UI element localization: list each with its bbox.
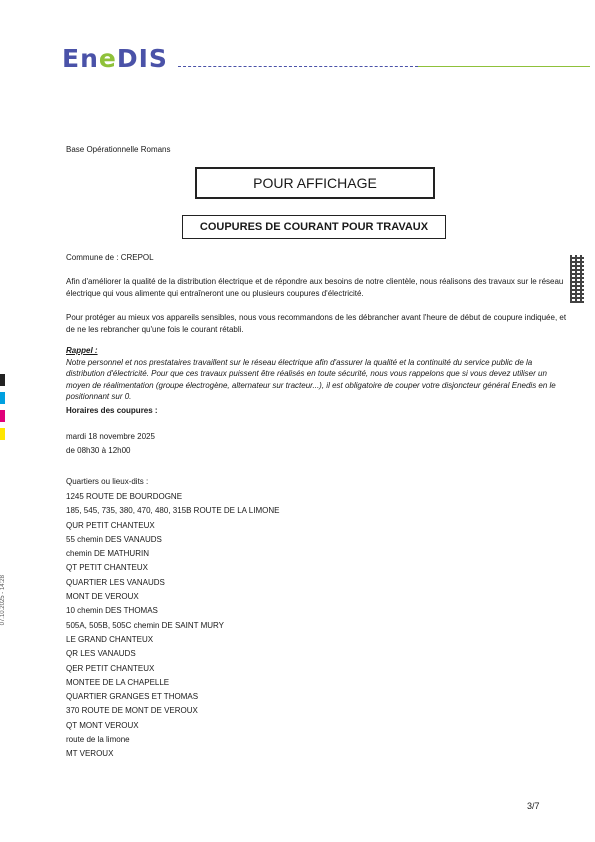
list-item: 185, 545, 735, 380, 470, 480, 315B ROUTE DE LA LIMONE [66, 506, 280, 516]
list-item: MONT DE VEROUX [66, 592, 139, 602]
list-item: QER PETIT CHANTEUX [66, 663, 155, 673]
yellow-mark [0, 428, 5, 440]
header-rule-blue [178, 66, 418, 67]
base-label: Base Opérationnelle Romans [66, 145, 171, 154]
enedis-logo: EneDIS [62, 44, 168, 73]
list-item: QUR PETIT CHANTEUX [66, 520, 155, 530]
list-item: LE GRAND CHANTEUX [66, 634, 154, 644]
list-item: 55 chemin DES VANAUDS [66, 534, 162, 544]
page-number: 3/7 [527, 801, 540, 811]
page-title: POUR AFFICHAGE [195, 167, 435, 199]
commune-label: Commune de : CREPOL [66, 253, 154, 262]
outage-date: mardi 18 novembre 2025 [66, 432, 155, 441]
list-item: QUARTIER LES VANAUDS [66, 577, 165, 587]
scan-timestamp: 07.10.2025 - 14:28 [0, 575, 6, 626]
print-color-marks [0, 374, 5, 446]
list-item: QUARTIER GRANGES ET THOMAS [66, 692, 199, 702]
magenta-mark [0, 410, 5, 422]
qr-code [570, 255, 584, 303]
list-item: QT MONT VEROUX [66, 720, 139, 730]
outage-time: de 08h30 à 12h00 [66, 446, 131, 455]
list-item: chemin DE MATHURIN [66, 549, 149, 559]
quartiers-label: Quartiers ou lieux-dits : [66, 477, 149, 486]
horaires-label: Horaires des coupures : [66, 406, 158, 415]
rappel-text: Notre personnel et nos prestataires travaillent sur le réseau électrique afin d'assurer la qualité et la continuité du service public de la distribution d'électricité. Pour que ces travaux puissent être réalisés en toute sécurité, nous vous rappelons que si vous devez utiliser un moyen de réalimentation (groupe électrogène, alternateur sur tracteur...), il est obligatoire de couper votre disjoncteur général Enedis en le positionnant sur 0. [66, 357, 556, 401]
list-item: MONTEE DE LA CHAPELLE [66, 677, 170, 687]
cyan-mark [0, 392, 5, 404]
list-item: 10 chemin DES THOMAS [66, 606, 158, 616]
page-subtitle: COUPURES DE COURANT POUR TRAVAUX [182, 215, 446, 239]
list-item: QT PETIT CHANTEUX [66, 563, 148, 573]
list-item: MT VEROUX [66, 749, 114, 759]
intro-paragraph: Afin d'améliorer la qualité de la distribution électrique et de répondre aux besoins de notre clientèle, nous réalisons des travaux sur le réseau électrique qui vous alimente qui entraîneront une ou plusieurs coupures d'électricité. [66, 277, 564, 298]
list-item: QR LES VANAUDS [66, 649, 136, 659]
list-item: route de la limone [66, 735, 130, 745]
rappel-paragraph [66, 345, 556, 403]
protect-paragraph: Pour protéger au mieux vos appareils sensibles, nous vous recommandons de les débrancher avant l'heure de début de coupure indiquée, et de ne les rebrancher qu'une fois le courant rétabli. [66, 313, 567, 334]
list-item: 505A, 505B, 505C chemin DE SAINT MURY [66, 620, 224, 630]
header-rule-green [418, 66, 590, 67]
list-item: 370 ROUTE DE MONT DE VEROUX [66, 706, 198, 716]
places-list [66, 490, 279, 762]
rappel-heading: Rappel : [66, 346, 98, 355]
black-mark [0, 374, 5, 386]
list-item: 1245 ROUTE DE BOURDOGNE [66, 492, 183, 501]
